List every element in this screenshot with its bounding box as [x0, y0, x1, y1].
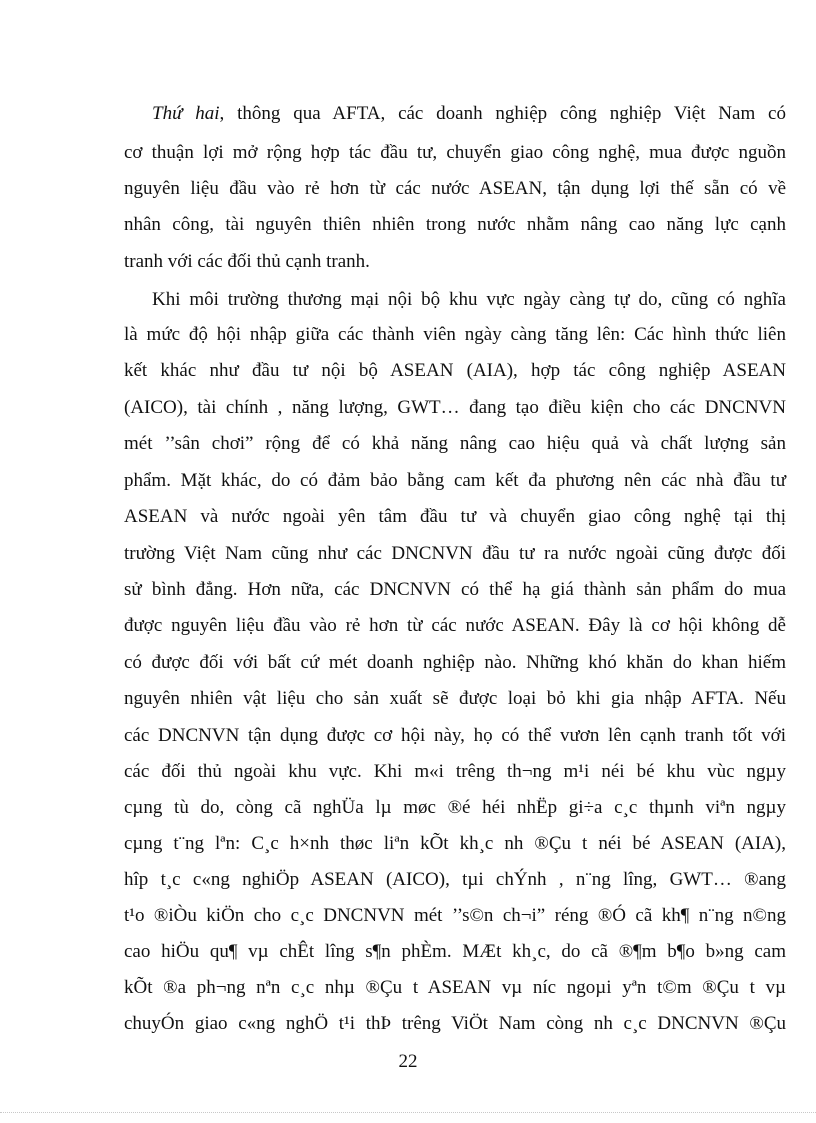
paragraph-2-line: mét ’’sân chơi” rộng để có khả năng nâng cao hiệu quả và chất lượng sản: [124, 433, 786, 454]
paragraph-2-line: kết khác như đầu tư nội bộ ASEAN (AIA), hợp tác công nghiệp ASEAN: [124, 360, 786, 381]
page-bottom-rule: [0, 1112, 816, 1113]
paragraph-2-line: hîp t¸c c«ng nghiÖp ASEAN (AICO), tµi chÝnh , n¨ng lîng, GWT… ®ang: [124, 869, 786, 890]
paragraph-2-line: Khi môi trường thương mại nội bộ khu vực ngày càng tự do, cũng có nghĩa: [152, 289, 786, 310]
paragraph-2-line: nguyên nhiên vật liệu cho sản xuất sẽ được loại bỏ khi gia nhập AFTA. Nếu: [124, 688, 786, 709]
paragraph-2-line: chuyÓn giao c«ng nghÖ t¹i thÞ trêng ViÖt Nam còng nh c¸c DNCNVN ®Çu: [124, 1013, 786, 1034]
paragraph-2-line: ASEAN và nước ngoài yên tâm đầu tư và chuyển giao công nghệ tại thị: [124, 506, 786, 527]
paragraph-2-line: là mức độ hội nhập giữa các thành viên ngày càng tăng lên: Các hình thức liên: [124, 324, 786, 345]
paragraph-1-line-1-rest: , thông qua AFTA, các doanh nghiệp công nghiệp Việt Nam có: [219, 103, 786, 124]
paragraph-2-line: kÕt ®a ph¬ng nªn c¸c nhµ ®Çu t ASEAN vµ níc ngoµi yªn t©m ®Çu t vµ: [124, 977, 786, 998]
paragraph-1-lead: Thứ hai: [152, 103, 220, 124]
paragraph-2-line: sử bình đẳng. Hơn nữa, các DNCNVN có thể hạ giá thành sản phẩm do mua: [124, 579, 786, 600]
paragraph-2-line: cao hiÖu qu¶ vµ chÊt lîng s¶n phÈm. MÆt kh¸c, do cã ®¶m b¶o b»ng cam: [124, 941, 786, 962]
paragraph-2-line: phẩm. Mặt khác, do có đảm bảo bằng cam kết đa phương nên các nhà đầu tư: [124, 470, 786, 491]
page-number: 22: [398, 1051, 418, 1072]
paragraph-2-line: t¹o ®iÒu kiÖn cho c¸c DNCNVN mét ’’s©n ch¬i” réng ®Ó cã kh¶ n¨ng n©ng: [124, 905, 786, 926]
paragraph-2-line: cµng t¨ng lªn: C¸c h×nh thøc liªn kÕt kh¸c nh ®Çu t néi bé ASEAN (AIA),: [124, 833, 786, 854]
paragraph-1-line: nhân công, tài nguyên thiên nhiên trong nước nhằm nâng cao năng lực cạnh: [124, 214, 786, 235]
paragraph-2-line: các DNCNVN tận dụng được cơ hội này, họ có thể vươn lên cạnh tranh tốt với: [124, 725, 786, 746]
paragraph-1-line: nguyên liệu đầu vào rẻ hơn từ các nước ASEAN, tận dụng lợi thế sẵn có về: [124, 178, 786, 199]
paragraph-1-line: tranh với các đối thủ cạnh tranh.: [124, 251, 370, 272]
paragraph-1-line-1: [152, 96, 786, 132]
paragraph-2-line: trường Việt Nam cũng như các DNCNVN đầu tư ra nước ngoài cũng được đối: [124, 543, 786, 564]
paragraph-2-line: (AICO), tài chính , năng lượng, GWT… đang tạo điều kiện cho các DNCNVN: [124, 397, 786, 418]
paragraph-1-line: cơ thuận lợi mở rộng hợp tác đầu tư, chuyển giao công nghệ, mua được nguồn: [124, 142, 786, 163]
paragraph-2-line: được nguyên liệu đầu vào rẻ hơn từ các nước ASEAN. Đây là cơ hội không dễ: [124, 615, 786, 636]
paragraph-2-line: cµng tù do, còng cã nghÜa lµ møc ®é héi nhËp gi÷a c¸c thµnh viªn ngµy: [124, 797, 786, 818]
paragraph-2-line: có được đối với bất cứ mét doanh nghiệp nào. Những khó khăn do khan hiếm: [124, 652, 786, 673]
paragraph-2-line: các đối thủ ngoài khu vực. Khi m«i trêng th¬ng m¹i néi bé khu vùc ngµy: [124, 761, 786, 782]
